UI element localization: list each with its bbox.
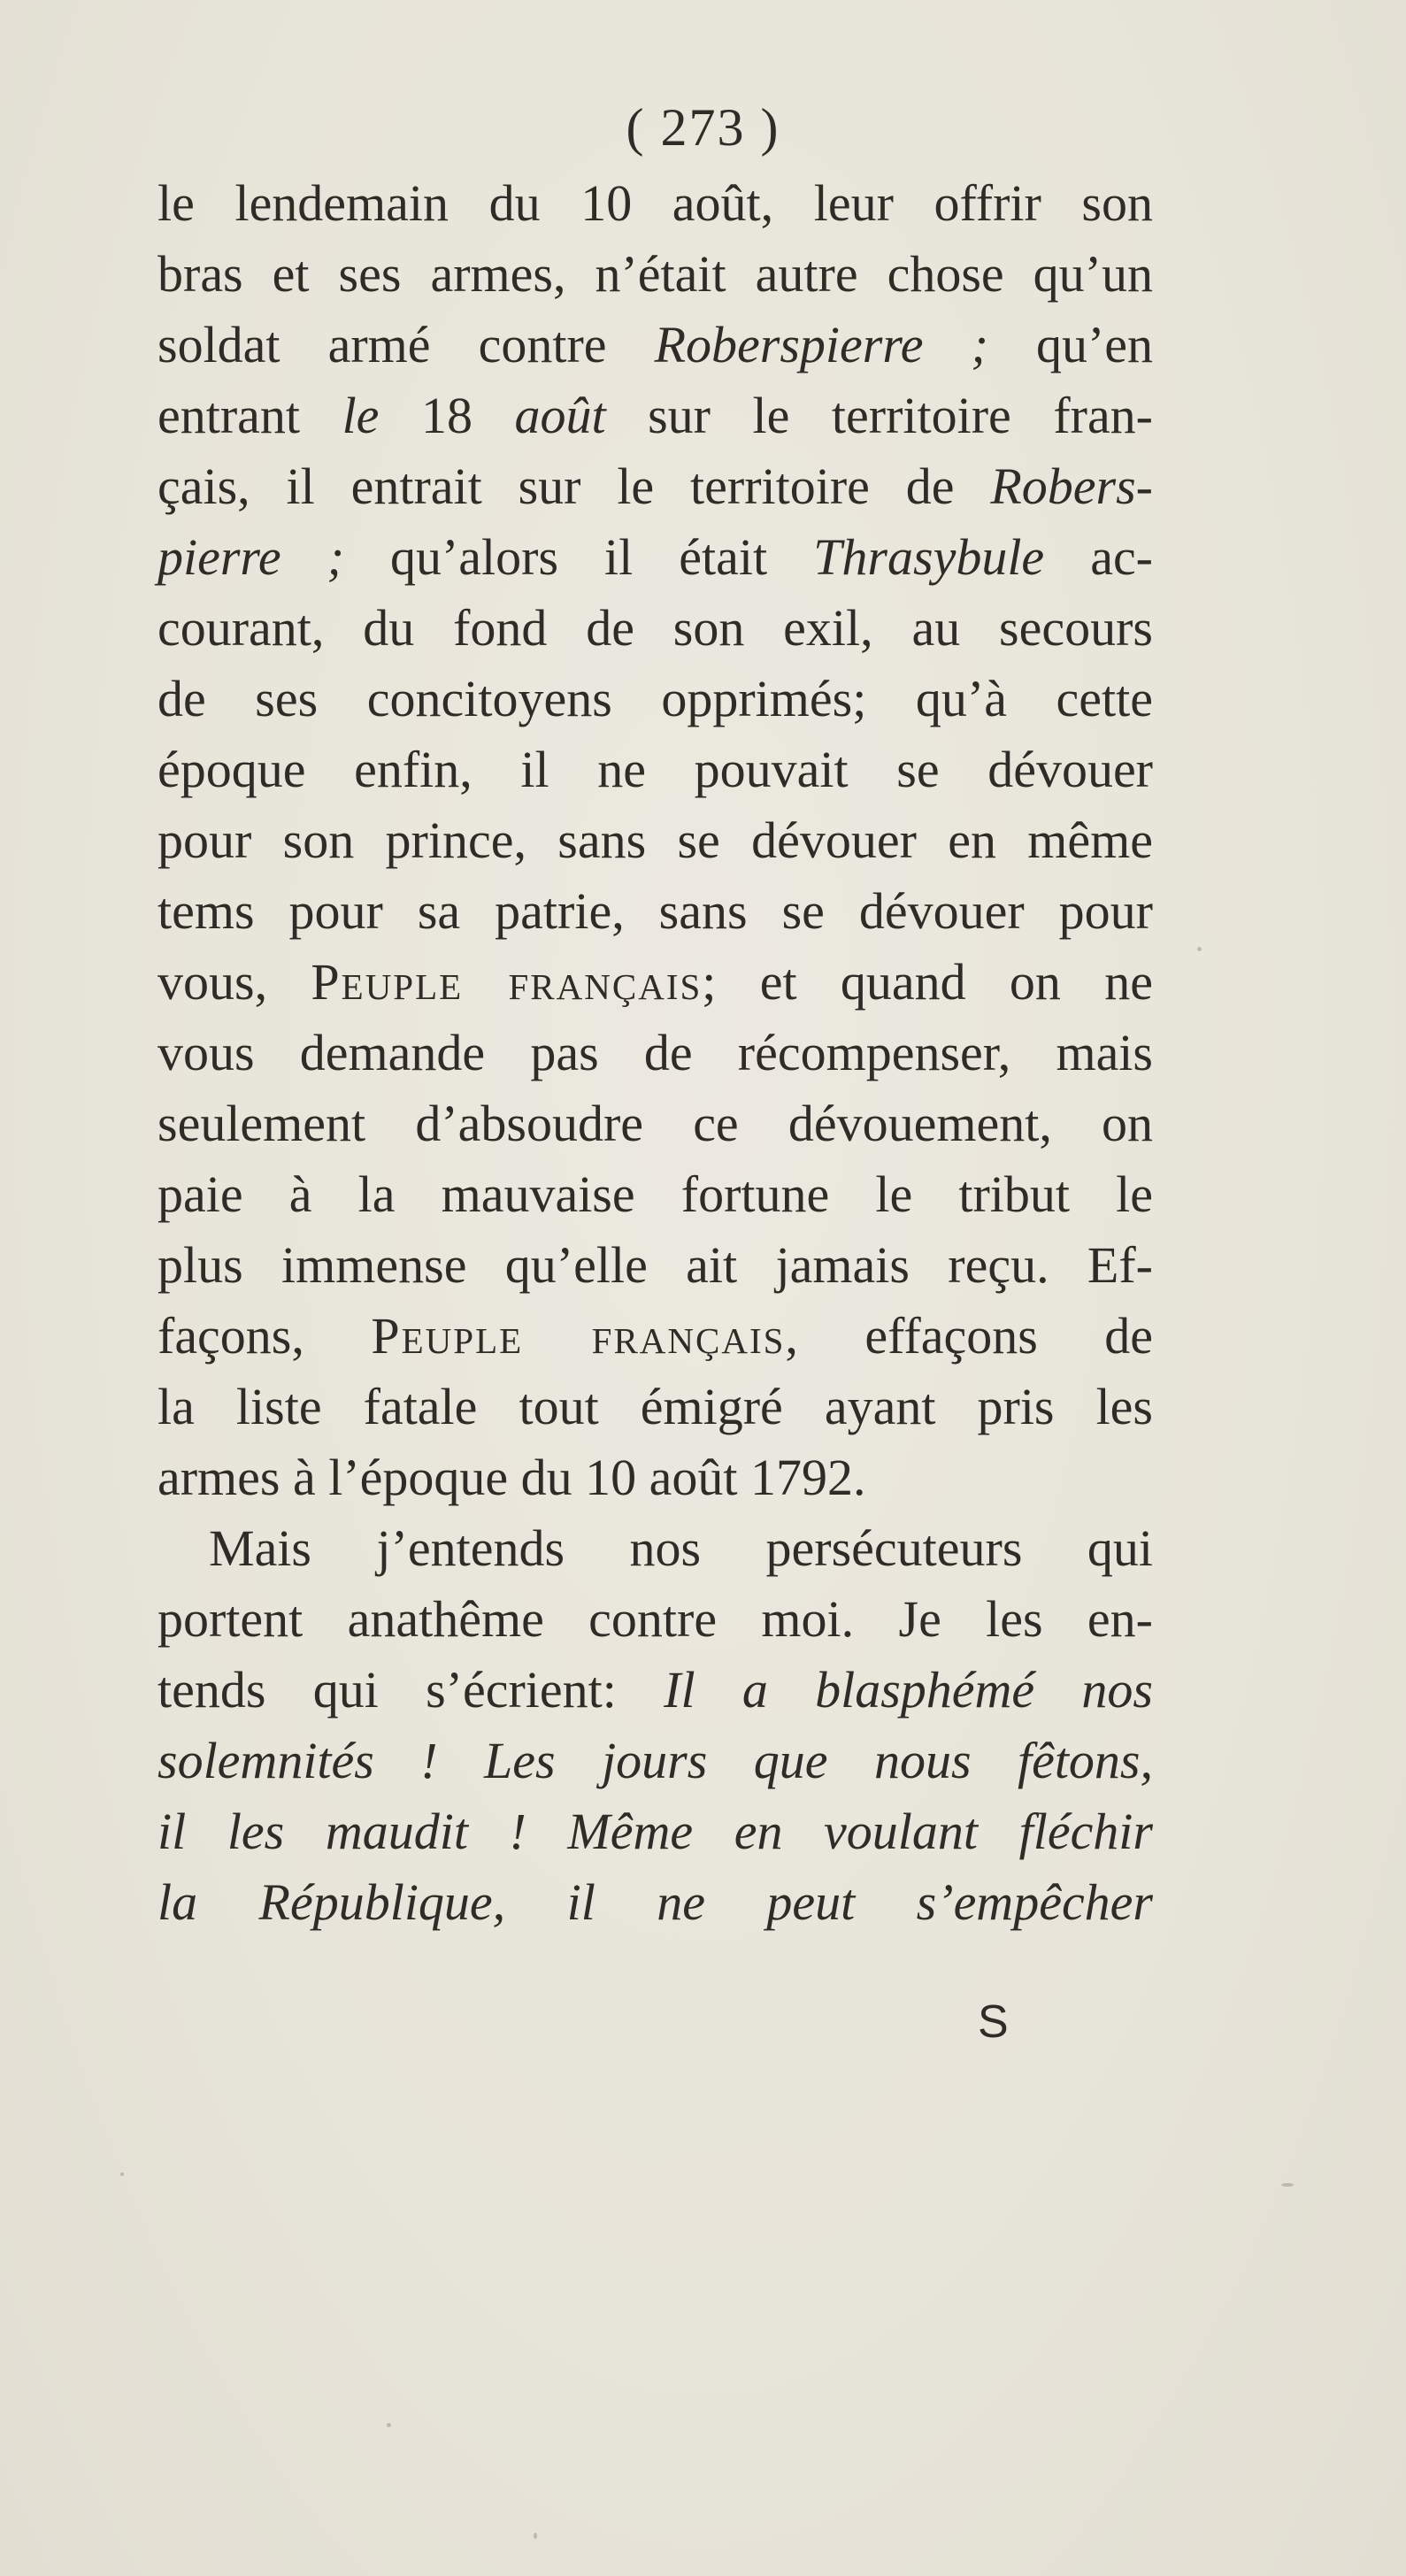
text-run: seulement d’absoudre ce dévouement, on <box>158 1095 1153 1152</box>
italic-text: solemnités ! Les jours que nous fêtons, <box>158 1732 1153 1789</box>
paper-speck <box>387 2423 391 2427</box>
text-run: tems pour sa patrie, sans se dévouer pour <box>158 882 1153 940</box>
text-run: pour son prince, sans se dévouer en même <box>158 811 1153 869</box>
text-run: façons, <box>158 1307 372 1365</box>
text-line <box>158 1088 1153 1159</box>
paper-speck <box>120 2172 124 2176</box>
italic-text: la République, il ne peut s’empêcher <box>158 1873 1153 1931</box>
text-run: le lendemain du 10 août, leur offrir son <box>158 174 1153 232</box>
text-line <box>158 1372 1153 1442</box>
text-line <box>158 947 1153 1018</box>
text-line <box>158 1018 1153 1088</box>
italic-text: pierre ; <box>158 528 344 586</box>
text-line <box>158 168 1153 239</box>
signature-mark: S <box>978 1996 1009 2048</box>
text-line <box>158 1442 1153 1513</box>
text-line <box>158 876 1153 947</box>
text-run: époque enfin, il ne pouvait se dévouer <box>158 741 1153 798</box>
text-run: Mais j’entends nos persécuteurs qui <box>209 1519 1153 1577</box>
text-run: plus immense qu’elle ait jamais reçu. Ef- <box>158 1236 1153 1294</box>
text-run: la liste fatale tout émigré ayant pris les <box>158 1378 1153 1435</box>
text-run: qu’alors il était <box>343 528 814 586</box>
text-line <box>158 381 1153 451</box>
text-run: portent anathême contre moi. Je les en- <box>158 1590 1153 1648</box>
text-line <box>158 734 1153 805</box>
text-run: bras et ses armes, n’était autre chose qu’un <box>158 245 1153 303</box>
text-line <box>158 1513 1153 1584</box>
italic-text: août <box>514 387 606 444</box>
text-run: , effaçons de <box>785 1307 1153 1365</box>
text-run: 18 <box>379 387 515 444</box>
text-run: paie à la mauvaise fortune le tribut le <box>158 1165 1153 1223</box>
text-line <box>158 1726 1153 1796</box>
text-run: sur le territoire fran- <box>605 387 1153 444</box>
text-run: soldat armé contre <box>158 316 655 373</box>
italic-text: Robers- <box>990 458 1153 515</box>
text-run: armes à l’époque du 10 août 1792. <box>158 1449 866 1506</box>
text-line <box>158 310 1153 381</box>
paper-speck <box>1281 2183 1294 2187</box>
paper-speck <box>534 2533 537 2539</box>
text-run: vous demande pas de récompenser, mais <box>158 1024 1153 1081</box>
text-line <box>158 1796 1153 1867</box>
text-run: çais, il entrait sur le territoire de <box>158 458 991 515</box>
text-run: tends qui s’écrient: <box>158 1661 665 1719</box>
italic-text: Roberspierre ; <box>654 316 988 373</box>
text-line <box>158 1301 1153 1372</box>
italic-text: Thrasybule <box>813 528 1045 586</box>
text-run: ac- <box>1044 528 1153 586</box>
text-line <box>158 239 1153 310</box>
text-run: entrant <box>158 387 342 444</box>
text-run: qu’en <box>987 316 1153 373</box>
text-run: ; et quand on ne <box>702 953 1153 1011</box>
text-line <box>158 593 1153 664</box>
text-line <box>158 1159 1153 1230</box>
text-line <box>158 664 1153 734</box>
text-run: vous, <box>158 953 311 1011</box>
text-line <box>158 1230 1153 1301</box>
page-number: ( 273 ) <box>626 98 780 157</box>
text-line <box>158 1655 1153 1726</box>
paper-speck <box>1197 947 1202 951</box>
text-line <box>158 1584 1153 1655</box>
text-run: de ses concitoyens opprimés; qu’à cette <box>158 670 1153 727</box>
text-run: courant, du fond de son exil, au secours <box>158 599 1153 657</box>
italic-text: le <box>342 387 380 444</box>
text-line <box>158 805 1153 876</box>
small-caps-text: Peuple français <box>371 1307 786 1365</box>
italic-text: il les maudit ! Même en voulant fléchir <box>158 1803 1153 1860</box>
text-line <box>158 522 1153 593</box>
text-line <box>158 451 1153 522</box>
italic-text: Il a blasphémé nos <box>664 1661 1153 1719</box>
small-caps-text: Peuple français <box>311 953 703 1011</box>
text-line <box>158 1867 1153 1938</box>
